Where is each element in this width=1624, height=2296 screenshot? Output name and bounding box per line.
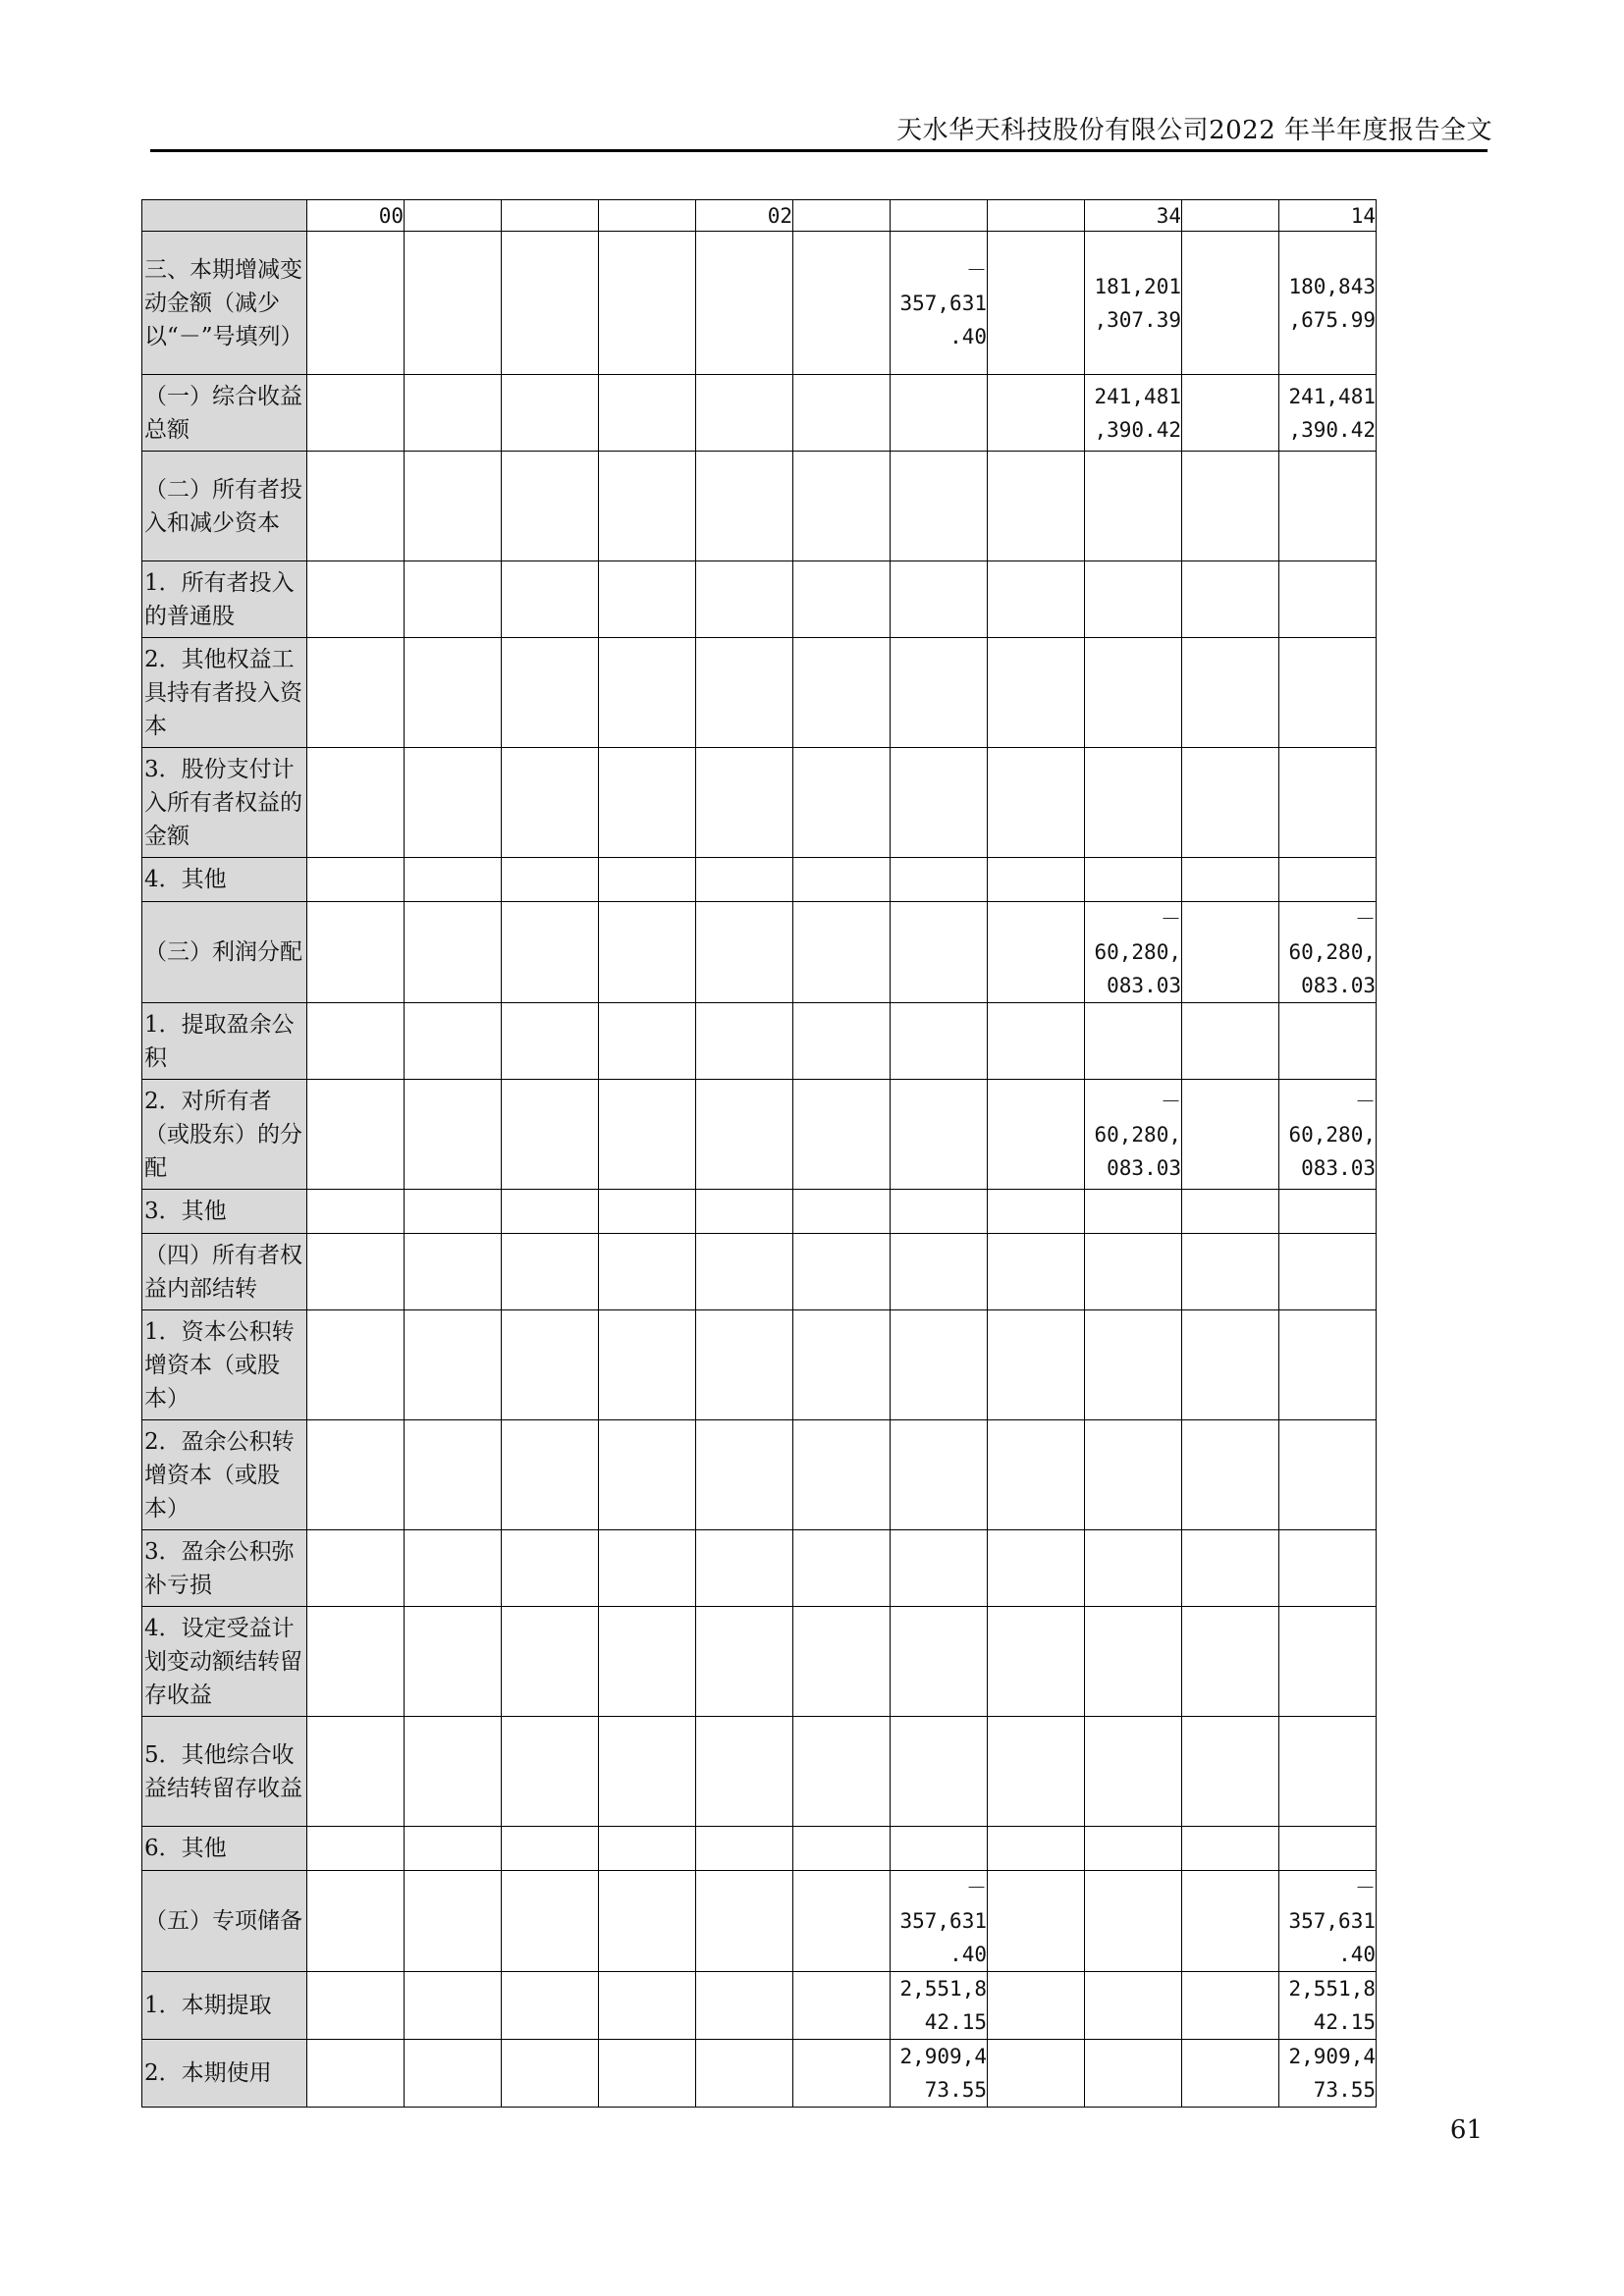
amount-cell <box>696 1234 793 1310</box>
table-row <box>142 1972 1377 2040</box>
column-index-cell <box>891 200 988 232</box>
amount-cell <box>405 2040 502 2108</box>
amount-cell <box>405 232 502 375</box>
amount-cell <box>988 1080 1085 1190</box>
amount-cell <box>307 858 405 902</box>
amount-cell <box>988 1420 1085 1530</box>
amount-cell <box>599 2040 696 2108</box>
amount-cell <box>599 638 696 748</box>
amount-cell <box>793 2040 891 2108</box>
amount-cell <box>696 232 793 375</box>
column-index-cell <box>988 200 1085 232</box>
amount-cell <box>891 1607 988 1717</box>
amount-cell <box>793 1234 891 1310</box>
amount-cell <box>1085 561 1182 638</box>
amount-cell <box>1182 1190 1279 1234</box>
row-label-cell: （四）所有者权益内部结转 <box>142 1234 307 1310</box>
amount-cell <box>1182 452 1279 561</box>
column-index-cell: 14 <box>1279 200 1377 232</box>
amount-cell <box>599 748 696 858</box>
amount-cell <box>1279 638 1377 748</box>
amount-cell <box>1182 748 1279 858</box>
amount-cell <box>307 1003 405 1080</box>
amount-cell <box>307 1827 405 1871</box>
amount-cell <box>1279 1190 1377 1234</box>
table-row <box>142 1607 1377 1717</box>
amount-cell <box>891 1827 988 1871</box>
column-index-cell <box>502 200 599 232</box>
amount-cell <box>988 452 1085 561</box>
amount-cell <box>1279 748 1377 858</box>
amount-cell <box>1182 1607 1279 1717</box>
row-label-cell: （二）所有者投入和减少资本 <box>142 452 307 561</box>
amount-cell <box>1182 1827 1279 1871</box>
amount-cell <box>1279 1827 1377 1871</box>
table-row <box>142 748 1377 858</box>
amount-cell <box>988 858 1085 902</box>
amount-cell <box>1279 1310 1377 1420</box>
amount-cell <box>696 858 793 902</box>
table-row <box>142 452 1377 561</box>
amount-cell <box>891 1717 988 1827</box>
amount-cell <box>1085 1607 1182 1717</box>
amount-cell <box>307 561 405 638</box>
amount-cell <box>1085 1003 1182 1080</box>
amount-cell <box>793 452 891 561</box>
amount-cell: 2,909,4 73.55 <box>891 2040 988 2108</box>
row-label-cell <box>142 200 307 232</box>
amount-cell <box>502 1972 599 2040</box>
amount-cell <box>307 1234 405 1310</box>
amount-cell <box>599 1080 696 1190</box>
amount-cell <box>502 902 599 1003</box>
table-row <box>142 1717 1377 1827</box>
amount-cell <box>988 1972 1085 2040</box>
table-row <box>142 1190 1377 1234</box>
amount-cell <box>1182 2040 1279 2108</box>
amount-cell <box>405 1420 502 1530</box>
amount-cell <box>599 1717 696 1827</box>
amount-cell <box>696 1420 793 1530</box>
amount-cell <box>1279 561 1377 638</box>
amount-cell <box>891 375 988 452</box>
amount-cell <box>307 375 405 452</box>
amount-cell <box>1085 748 1182 858</box>
amount-cell <box>891 748 988 858</box>
amount-cell <box>793 561 891 638</box>
amount-cell <box>405 1003 502 1080</box>
amount-cell <box>405 1190 502 1234</box>
amount-cell <box>696 1080 793 1190</box>
amount-cell <box>891 1420 988 1530</box>
amount-cell <box>1085 1972 1182 2040</box>
amount-cell <box>891 1310 988 1420</box>
amount-cell: 2,551,8 42.15 <box>1279 1972 1377 2040</box>
amount-cell <box>307 1080 405 1190</box>
amount-cell: － 357,631 .40 <box>1279 1871 1377 1972</box>
row-label-cell: （三）利润分配 <box>142 902 307 1003</box>
amount-cell <box>696 375 793 452</box>
amount-cell <box>696 2040 793 2108</box>
amount-cell: 2,551,8 42.15 <box>891 1972 988 2040</box>
amount-cell <box>502 1080 599 1190</box>
amount-cell <box>1182 232 1279 375</box>
amount-cell <box>1085 638 1182 748</box>
amount-cell <box>502 561 599 638</box>
row-label-cell: 3．盈余公积弥补亏损 <box>142 1530 307 1607</box>
table-row <box>142 375 1377 452</box>
table-row <box>142 1420 1377 1530</box>
amount-cell <box>307 232 405 375</box>
amount-cell <box>988 232 1085 375</box>
row-label-cell: 2．本期使用 <box>142 2040 307 2108</box>
amount-cell <box>502 858 599 902</box>
amount-cell <box>502 748 599 858</box>
amount-cell <box>891 1530 988 1607</box>
amount-cell <box>793 1190 891 1234</box>
amount-cell: 2,909,4 73.55 <box>1279 2040 1377 2108</box>
row-label-cell: 1．资本公积转增资本（或股本） <box>142 1310 307 1420</box>
amount-cell <box>1085 452 1182 561</box>
amount-cell <box>599 1972 696 2040</box>
amount-cell <box>1182 375 1279 452</box>
amount-cell <box>988 1234 1085 1310</box>
amount-cell <box>1279 858 1377 902</box>
amount-cell <box>502 375 599 452</box>
amount-cell: － 60,280, 083.03 <box>1085 902 1182 1003</box>
amount-cell <box>307 638 405 748</box>
amount-cell <box>1279 452 1377 561</box>
column-index-cell: 02 <box>696 200 793 232</box>
amount-cell: 181,201 ,307.39 <box>1085 232 1182 375</box>
amount-cell <box>1279 1234 1377 1310</box>
amount-cell <box>891 858 988 902</box>
amount-cell <box>1182 1972 1279 2040</box>
amount-cell <box>307 902 405 1003</box>
header-divider <box>150 149 1488 152</box>
amount-cell <box>502 1871 599 1972</box>
amount-cell <box>502 2040 599 2108</box>
amount-cell <box>1182 1234 1279 1310</box>
amount-cell <box>1182 638 1279 748</box>
amount-cell <box>405 902 502 1003</box>
amount-cell <box>599 902 696 1003</box>
amount-cell <box>988 1310 1085 1420</box>
amount-cell <box>1279 1420 1377 1530</box>
amount-cell <box>502 1310 599 1420</box>
amount-cell <box>307 1871 405 1972</box>
amount-cell <box>1279 1607 1377 1717</box>
amount-cell <box>988 1871 1085 1972</box>
table-row <box>142 902 1377 1003</box>
amount-cell <box>307 1190 405 1234</box>
amount-cell <box>1182 1420 1279 1530</box>
amount-cell <box>793 1310 891 1420</box>
amount-cell <box>891 452 988 561</box>
amount-cell <box>696 452 793 561</box>
table-row <box>142 1080 1377 1190</box>
table-row-continuation <box>142 200 1377 232</box>
column-index-cell: 34 <box>1085 200 1182 232</box>
amount-cell <box>988 1190 1085 1234</box>
amount-cell <box>307 748 405 858</box>
amount-cell <box>405 1827 502 1871</box>
row-label-cell: 4．其他 <box>142 858 307 902</box>
amount-cell: － 60,280, 083.03 <box>1085 1080 1182 1190</box>
row-label-cell: 5．其他综合收益结转留存收益 <box>142 1717 307 1827</box>
amount-cell <box>1182 902 1279 1003</box>
amount-cell <box>599 1530 696 1607</box>
amount-cell <box>502 1234 599 1310</box>
amount-cell <box>599 1234 696 1310</box>
amount-cell <box>502 1003 599 1080</box>
row-label-cell: 1．提取盈余公积 <box>142 1003 307 1080</box>
amount-cell <box>696 1827 793 1871</box>
amount-cell <box>599 1003 696 1080</box>
row-label-cell: （五）专项储备 <box>142 1871 307 1972</box>
amount-cell <box>1085 2040 1182 2108</box>
amount-cell <box>988 1003 1085 1080</box>
amount-cell <box>696 1310 793 1420</box>
amount-cell <box>405 1530 502 1607</box>
amount-cell <box>891 902 988 1003</box>
amount-cell <box>696 638 793 748</box>
column-index-cell <box>793 200 891 232</box>
amount-cell <box>307 1972 405 2040</box>
amount-cell <box>1279 1003 1377 1080</box>
amount-cell <box>1182 858 1279 902</box>
row-label-cell: 1．所有者投入的普通股 <box>142 561 307 638</box>
amount-cell <box>1182 1003 1279 1080</box>
column-index-cell <box>405 200 502 232</box>
amount-cell <box>307 1420 405 1530</box>
row-label-cell: 6．其他 <box>142 1827 307 1871</box>
amount-cell <box>307 1607 405 1717</box>
amount-cell <box>1182 1871 1279 1972</box>
table-row <box>142 1871 1377 1972</box>
table-row <box>142 1003 1377 1080</box>
amount-cell <box>1182 1530 1279 1607</box>
column-index-cell: 00 <box>307 200 405 232</box>
amount-cell <box>502 1607 599 1717</box>
amount-cell <box>988 638 1085 748</box>
table-row <box>142 2040 1377 2108</box>
amount-cell <box>1085 1827 1182 1871</box>
amount-cell <box>405 1234 502 1310</box>
amount-cell <box>988 375 1085 452</box>
amount-cell <box>1279 1530 1377 1607</box>
amount-cell <box>793 232 891 375</box>
amount-cell <box>502 1827 599 1871</box>
amount-cell <box>1085 1190 1182 1234</box>
amount-cell <box>599 1871 696 1972</box>
amount-cell <box>793 1607 891 1717</box>
amount-cell <box>1182 1080 1279 1190</box>
amount-cell <box>891 1080 988 1190</box>
amount-cell <box>405 1717 502 1827</box>
amount-cell <box>405 452 502 561</box>
amount-cell <box>696 1871 793 1972</box>
equity-change-table <box>141 199 1377 2108</box>
amount-cell <box>793 1530 891 1607</box>
table-row <box>142 858 1377 902</box>
amount-cell <box>793 858 891 902</box>
amount-cell <box>599 1607 696 1717</box>
amount-cell <box>988 748 1085 858</box>
amount-cell <box>696 1717 793 1827</box>
amount-cell <box>793 1003 891 1080</box>
amount-cell <box>405 1871 502 1972</box>
amount-cell <box>793 1827 891 1871</box>
amount-cell <box>793 1871 891 1972</box>
amount-cell <box>1182 1310 1279 1420</box>
amount-cell <box>793 1080 891 1190</box>
amount-cell <box>696 1607 793 1717</box>
amount-cell <box>793 375 891 452</box>
amount-cell <box>793 748 891 858</box>
amount-cell <box>599 858 696 902</box>
amount-cell: － 60,280, 083.03 <box>1279 1080 1377 1190</box>
amount-cell <box>599 452 696 561</box>
amount-cell <box>405 638 502 748</box>
amount-cell <box>1085 1310 1182 1420</box>
amount-cell <box>891 638 988 748</box>
table-row <box>142 561 1377 638</box>
amount-cell <box>405 1080 502 1190</box>
amount-cell: － 60,280, 083.03 <box>1279 902 1377 1003</box>
amount-cell <box>502 232 599 375</box>
amount-cell <box>307 452 405 561</box>
page-number: 61 <box>1449 2115 1483 2145</box>
amount-cell <box>599 561 696 638</box>
amount-cell <box>1085 1871 1182 1972</box>
amount-cell <box>696 1003 793 1080</box>
amount-cell <box>1279 1717 1377 1827</box>
column-index-cell <box>599 200 696 232</box>
table-row <box>142 232 1377 375</box>
amount-cell <box>988 1607 1085 1717</box>
amount-cell <box>793 902 891 1003</box>
row-label-cell: 3．其他 <box>142 1190 307 1234</box>
amount-cell <box>891 561 988 638</box>
table-body <box>142 200 1377 2108</box>
amount-cell <box>793 1420 891 1530</box>
amount-cell <box>599 1420 696 1530</box>
amount-cell <box>599 232 696 375</box>
amount-cell <box>502 1530 599 1607</box>
amount-cell <box>599 1190 696 1234</box>
amount-cell <box>405 748 502 858</box>
amount-cell <box>307 1310 405 1420</box>
amount-cell <box>696 902 793 1003</box>
amount-cell <box>405 1607 502 1717</box>
amount-cell <box>793 1972 891 2040</box>
row-label-cell: 2．盈余公积转增资本（或股本） <box>142 1420 307 1530</box>
amount-cell <box>405 858 502 902</box>
amount-cell <box>502 1420 599 1530</box>
amount-cell <box>502 1190 599 1234</box>
amount-cell <box>405 375 502 452</box>
amount-cell <box>891 1003 988 1080</box>
amount-cell <box>599 375 696 452</box>
amount-cell <box>793 1717 891 1827</box>
amount-cell <box>696 561 793 638</box>
table-row <box>142 1234 1377 1310</box>
amount-cell <box>988 1530 1085 1607</box>
amount-cell <box>696 1190 793 1234</box>
amount-cell <box>599 1827 696 1871</box>
amount-cell: 241,481 ,390.42 <box>1279 375 1377 452</box>
amount-cell <box>1085 858 1182 902</box>
report-header-title: 天水华天科技股份有限公司2022 年半年度报告全文 <box>896 116 1492 145</box>
row-label-cell: （一）综合收益总额 <box>142 375 307 452</box>
row-label-cell: 3．股份支付计入所有者权益的金额 <box>142 748 307 858</box>
amount-cell <box>405 1310 502 1420</box>
amount-cell <box>988 902 1085 1003</box>
amount-cell: 241,481 ,390.42 <box>1085 375 1182 452</box>
amount-cell <box>696 1530 793 1607</box>
amount-cell <box>1182 561 1279 638</box>
amount-cell <box>1085 1530 1182 1607</box>
amount-cell <box>405 1972 502 2040</box>
amount-cell <box>307 1530 405 1607</box>
row-label-cell: 2．其他权益工具持有者投入资本 <box>142 638 307 748</box>
amount-cell <box>891 1234 988 1310</box>
row-label-cell: 三、本期增减变动金额（减少以“－”号填列） <box>142 232 307 375</box>
amount-cell <box>793 638 891 748</box>
amount-cell <box>988 2040 1085 2108</box>
table-row <box>142 1310 1377 1420</box>
amount-cell <box>988 1827 1085 1871</box>
amount-cell <box>1085 1717 1182 1827</box>
amount-cell <box>502 1717 599 1827</box>
table-row <box>142 1827 1377 1871</box>
amount-cell <box>988 1717 1085 1827</box>
amount-cell <box>307 2040 405 2108</box>
amount-cell <box>1085 1234 1182 1310</box>
amount-cell <box>502 452 599 561</box>
amount-cell <box>891 1190 988 1234</box>
amount-cell <box>696 748 793 858</box>
row-label-cell: 2．对所有者（或股东）的分配 <box>142 1080 307 1190</box>
amount-cell <box>696 1972 793 2040</box>
column-index-cell <box>1182 200 1279 232</box>
amount-cell: － 357,631 .40 <box>891 1871 988 1972</box>
amount-cell <box>1182 1717 1279 1827</box>
amount-cell <box>599 1310 696 1420</box>
table-row <box>142 1530 1377 1607</box>
amount-cell: 180,843 ,675.99 <box>1279 232 1377 375</box>
amount-cell <box>988 561 1085 638</box>
table-row <box>142 638 1377 748</box>
amount-cell <box>405 561 502 638</box>
amount-cell <box>1085 1420 1182 1530</box>
row-label-cell: 1．本期提取 <box>142 1972 307 2040</box>
amount-cell: － 357,631 .40 <box>891 232 988 375</box>
amount-cell <box>307 1717 405 1827</box>
row-label-cell: 4．设定受益计划变动额结转留存收益 <box>142 1607 307 1717</box>
amount-cell <box>502 638 599 748</box>
